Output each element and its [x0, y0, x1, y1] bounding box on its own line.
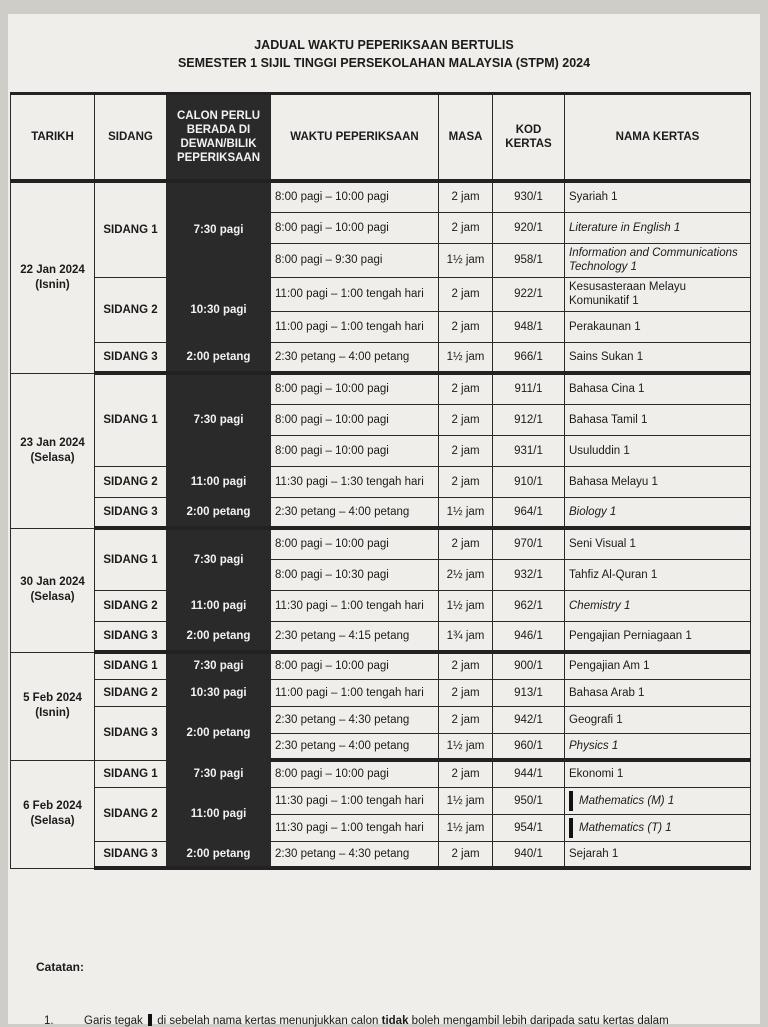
- report-time: 10:30 pagi: [167, 679, 271, 706]
- paper-name-cell: [565, 373, 751, 404]
- table-row: [11, 466, 751, 497]
- paper-code: 960/1: [493, 733, 565, 760]
- duration: 2 jam: [439, 528, 493, 559]
- table-row: [11, 760, 751, 787]
- report-time: 2:00 petang: [167, 706, 271, 760]
- table-row: [11, 621, 751, 652]
- report-time: 2:00 petang: [167, 497, 271, 528]
- session-label: SIDANG 1: [95, 181, 167, 277]
- paper-code: 950/1: [493, 787, 565, 814]
- paper-name: Mathematics (M) 1: [579, 794, 675, 807]
- session-label: SIDANG 3: [95, 342, 167, 373]
- paper-name-cell: [565, 342, 751, 373]
- paper-name: Sejarah 1: [569, 847, 619, 860]
- exam-time: 11:30 pagi – 1:30 tengah hari: [271, 466, 439, 497]
- paper-name-cell: [565, 760, 751, 787]
- paper-name: Physics 1: [569, 739, 619, 752]
- date-cell: [11, 373, 95, 528]
- paper-code: 964/1: [493, 497, 565, 528]
- duration: 2 jam: [439, 373, 493, 404]
- table-row: [11, 373, 751, 404]
- duration: 2½ jam: [439, 559, 493, 590]
- paper-code: 966/1: [493, 342, 565, 373]
- paper-name: Syariah 1: [569, 191, 618, 204]
- session-label: SIDANG 1: [95, 528, 167, 590]
- paper-name: Tahfiz Al-Quran 1: [569, 568, 658, 581]
- paper-name-cell: [565, 404, 751, 435]
- exam-time: 8:00 pagi – 10:00 pagi: [271, 652, 439, 679]
- vertical-bar-icon: [148, 1014, 152, 1026]
- header-sidang: SIDANG: [95, 94, 167, 182]
- paper-name-cell: [565, 243, 751, 277]
- paper-name-cell: [565, 787, 751, 814]
- duration: 2 jam: [439, 679, 493, 706]
- session-label: SIDANG 3: [95, 706, 167, 760]
- exam-time: 8:00 pagi – 10:30 pagi: [271, 559, 439, 590]
- exam-time: 8:00 pagi – 10:00 pagi: [271, 760, 439, 787]
- paper-name: Literature in English 1: [569, 221, 681, 234]
- session-label: SIDANG 3: [95, 841, 167, 868]
- session-label: SIDANG 1: [95, 373, 167, 466]
- exam-day: (Selasa): [30, 815, 75, 827]
- exam-date: 22 Jan 2024: [20, 263, 85, 276]
- exam-time: 2:30 petang – 4:15 petang: [271, 621, 439, 652]
- table-row: [11, 497, 751, 528]
- paper-name-cell: [565, 212, 751, 243]
- exam-timetable-page: [8, 14, 760, 1027]
- paper-name-cell: [565, 621, 751, 652]
- table-row: [11, 652, 751, 679]
- timetable-body: [11, 181, 751, 868]
- vertical-bar-icon: [569, 791, 573, 811]
- duration: 1½ jam: [439, 814, 493, 841]
- paper-name: Information and Communications Technology 1: [569, 247, 738, 273]
- paper-name: Bahasa Arab 1: [569, 686, 645, 699]
- paper-code: 930/1: [493, 181, 565, 212]
- paper-code: 911/1: [493, 373, 565, 404]
- exam-date: 30 Jan 2024: [20, 576, 85, 588]
- duration: 1¾ jam: [439, 621, 493, 652]
- header-waktu: WAKTU PEPERIKSAAN: [271, 94, 439, 182]
- duration: 1½ jam: [439, 497, 493, 528]
- exam-time: 11:30 pagi – 1:00 tengah hari: [271, 787, 439, 814]
- exam-date: 6 Feb 2024: [23, 800, 82, 812]
- paper-name: Bahasa Cina 1: [569, 383, 645, 396]
- report-time: 11:00 pagi: [167, 466, 271, 497]
- duration: 1½ jam: [439, 243, 493, 277]
- table-row: [11, 787, 751, 814]
- report-time: 11:00 pagi: [167, 590, 271, 621]
- paper-name: Mathematics (T) 1: [579, 821, 672, 834]
- session-label: SIDANG 2: [95, 277, 167, 342]
- paper-name-cell: [565, 435, 751, 466]
- page-title: [8, 36, 760, 72]
- session-label: SIDANG 2: [95, 466, 167, 497]
- exam-day: (Isnin): [35, 278, 70, 291]
- paper-code: 970/1: [493, 528, 565, 559]
- duration: 1½ jam: [439, 733, 493, 760]
- paper-name: Ekonomi 1: [569, 768, 624, 781]
- paper-name-cell: [565, 311, 751, 342]
- duration: 2 jam: [439, 466, 493, 497]
- paper-name: Pengajian Perniagaan 1: [569, 629, 692, 642]
- exam-time: 2:30 petang – 4:00 petang: [271, 342, 439, 373]
- duration: 1½ jam: [439, 590, 493, 621]
- report-time: 7:30 pagi: [167, 528, 271, 590]
- paper-code: 910/1: [493, 466, 565, 497]
- exam-time: 8:00 pagi – 10:00 pagi: [271, 181, 439, 212]
- paper-name-cell: [565, 733, 751, 760]
- header-tarikh: TARIKH: [11, 94, 95, 182]
- paper-code: 946/1: [493, 621, 565, 652]
- table-row: [11, 342, 751, 373]
- paper-name: Chemistry 1: [569, 599, 631, 612]
- table-row: [11, 181, 751, 212]
- duration: 2 jam: [439, 181, 493, 212]
- duration: 2 jam: [439, 404, 493, 435]
- duration: 2 jam: [439, 311, 493, 342]
- session-label: SIDANG 2: [95, 590, 167, 621]
- paper-name: Bahasa Melayu 1: [569, 475, 658, 488]
- paper-name: Usuluddin 1: [569, 444, 630, 457]
- paper-name: Perakaunan 1: [569, 320, 641, 333]
- paper-code: 920/1: [493, 212, 565, 243]
- duration: 1½ jam: [439, 342, 493, 373]
- paper-name-cell: [565, 528, 751, 559]
- paper-name-cell: [565, 559, 751, 590]
- report-time: 2:00 petang: [167, 342, 271, 373]
- exam-time: 8:00 pagi – 10:00 pagi: [271, 212, 439, 243]
- report-time: 7:30 pagi: [167, 652, 271, 679]
- header-calon: CALON PERLU BERADA DI DEWAN/BILIK PEPERIKSAAN: [167, 94, 271, 182]
- table-row: [11, 528, 751, 559]
- exam-time: 11:00 pagi – 1:00 tengah hari: [271, 679, 439, 706]
- paper-name-cell: [565, 497, 751, 528]
- note-text-mid: di sebelah nama kertas menunjukkan calon: [157, 1015, 379, 1027]
- paper-code: 900/1: [493, 652, 565, 679]
- exam-time: 11:00 pagi – 1:00 tengah hari: [271, 277, 439, 311]
- exam-time: 11:00 pagi – 1:00 tengah hari: [271, 311, 439, 342]
- paper-name: Pengajian Am 1: [569, 660, 650, 673]
- paper-code: 931/1: [493, 435, 565, 466]
- table-row: [11, 590, 751, 621]
- report-time: 2:00 petang: [167, 621, 271, 652]
- timetable: [10, 92, 751, 870]
- duration: 2 jam: [439, 841, 493, 868]
- session-label: SIDANG 2: [95, 787, 167, 841]
- paper-name-cell: [565, 590, 751, 621]
- duration: 2 jam: [439, 277, 493, 311]
- paper-name: Bahasa Tamil 1: [569, 413, 648, 426]
- catatan-label: Catatan:: [36, 960, 85, 974]
- date-cell: [11, 760, 95, 868]
- header-kod: KOD KERTAS: [493, 94, 565, 182]
- exam-time: 8:00 pagi – 10:00 pagi: [271, 373, 439, 404]
- paper-code: 958/1: [493, 243, 565, 277]
- note-number: 1.: [44, 1015, 54, 1027]
- exam-date: 23 Jan 2024: [20, 436, 85, 449]
- duration: 2 jam: [439, 706, 493, 733]
- table-row: [11, 841, 751, 868]
- exam-day: (Isnin): [35, 707, 70, 719]
- paper-name: Sains Sukan 1: [569, 350, 644, 363]
- note-text-pre: Garis tegak: [84, 1015, 143, 1027]
- exam-time: 8:00 pagi – 10:00 pagi: [271, 404, 439, 435]
- paper-code: 912/1: [493, 404, 565, 435]
- paper-name: Kesusasteraan Melayu Komunikatif 1: [569, 281, 686, 307]
- duration: 2 jam: [439, 212, 493, 243]
- paper-name: Geografi 1: [569, 713, 623, 726]
- exam-day: (Selasa): [30, 451, 75, 464]
- exam-day: (Selasa): [30, 591, 75, 603]
- paper-name-cell: [565, 679, 751, 706]
- title-line-2: SEMESTER 1 SIJIL TINGGI PERSEKOLAHAN MALAYSIA (STPM) 2024: [177, 56, 591, 70]
- exam-time: 8:00 pagi – 10:00 pagi: [271, 528, 439, 559]
- exam-date: 5 Feb 2024: [23, 692, 82, 704]
- paper-code: 932/1: [493, 559, 565, 590]
- duration: 2 jam: [439, 652, 493, 679]
- paper-code: 913/1: [493, 679, 565, 706]
- table-row: [11, 277, 751, 311]
- paper-code: 940/1: [493, 841, 565, 868]
- paper-code: 922/1: [493, 277, 565, 311]
- note-text-bold: tidak: [381, 1015, 409, 1027]
- paper-code: 942/1: [493, 706, 565, 733]
- exam-time: 2:30 petang – 4:30 petang: [271, 706, 439, 733]
- header-masa: MASA: [439, 94, 493, 182]
- note-text-post: boleh mengambil lebih daripada satu kertas dalam: [411, 1015, 669, 1027]
- session-label: SIDANG 1: [95, 760, 167, 787]
- header-nama: NAMA KERTAS: [565, 94, 751, 182]
- report-time: 11:00 pagi: [167, 787, 271, 841]
- paper-name-cell: [565, 841, 751, 868]
- exam-time: 2:30 petang – 4:30 petang: [271, 841, 439, 868]
- report-time: 10:30 pagi: [167, 277, 271, 342]
- duration: 2 jam: [439, 435, 493, 466]
- table-row: [11, 679, 751, 706]
- note-1: [44, 1014, 764, 1027]
- report-time: 7:30 pagi: [167, 760, 271, 787]
- title-line-1: JADUAL WAKTU PEPERIKSAAN BERTULIS: [254, 38, 514, 52]
- paper-name-cell: [565, 277, 751, 311]
- paper-code: 962/1: [493, 590, 565, 621]
- exam-time: 2:30 petang – 4:00 petang: [271, 733, 439, 760]
- table-row: [11, 706, 751, 733]
- exam-time: 8:00 pagi – 10:00 pagi: [271, 435, 439, 466]
- paper-name: Seni Visual 1: [569, 538, 636, 551]
- paper-name-cell: [565, 706, 751, 733]
- date-cell: [11, 528, 95, 652]
- date-cell: [11, 652, 95, 760]
- duration: 1½ jam: [439, 787, 493, 814]
- session-label: SIDANG 2: [95, 679, 167, 706]
- vertical-bar-icon: [569, 818, 573, 838]
- exam-time: 2:30 petang – 4:00 petang: [271, 497, 439, 528]
- session-label: SIDANG 3: [95, 621, 167, 652]
- report-time: 7:30 pagi: [167, 181, 271, 277]
- exam-time: 8:00 pagi – 9:30 pagi: [271, 243, 439, 277]
- paper-code: 944/1: [493, 760, 565, 787]
- session-label: SIDANG 1: [95, 652, 167, 679]
- header-row: [11, 94, 751, 182]
- report-time: 2:00 petang: [167, 841, 271, 868]
- exam-time: 11:30 pagi – 1:00 tengah hari: [271, 590, 439, 621]
- paper-name-cell: [565, 466, 751, 497]
- duration: 2 jam: [439, 760, 493, 787]
- date-cell: [11, 181, 95, 373]
- paper-name-cell: [565, 652, 751, 679]
- paper-code: 948/1: [493, 311, 565, 342]
- exam-time: 11:30 pagi – 1:00 tengah hari: [271, 814, 439, 841]
- paper-name: Biology 1: [569, 505, 617, 518]
- report-time: 7:30 pagi: [167, 373, 271, 466]
- session-label: SIDANG 3: [95, 497, 167, 528]
- paper-name-cell: [565, 181, 751, 212]
- paper-name-cell: [565, 814, 751, 841]
- paper-code: 954/1: [493, 814, 565, 841]
